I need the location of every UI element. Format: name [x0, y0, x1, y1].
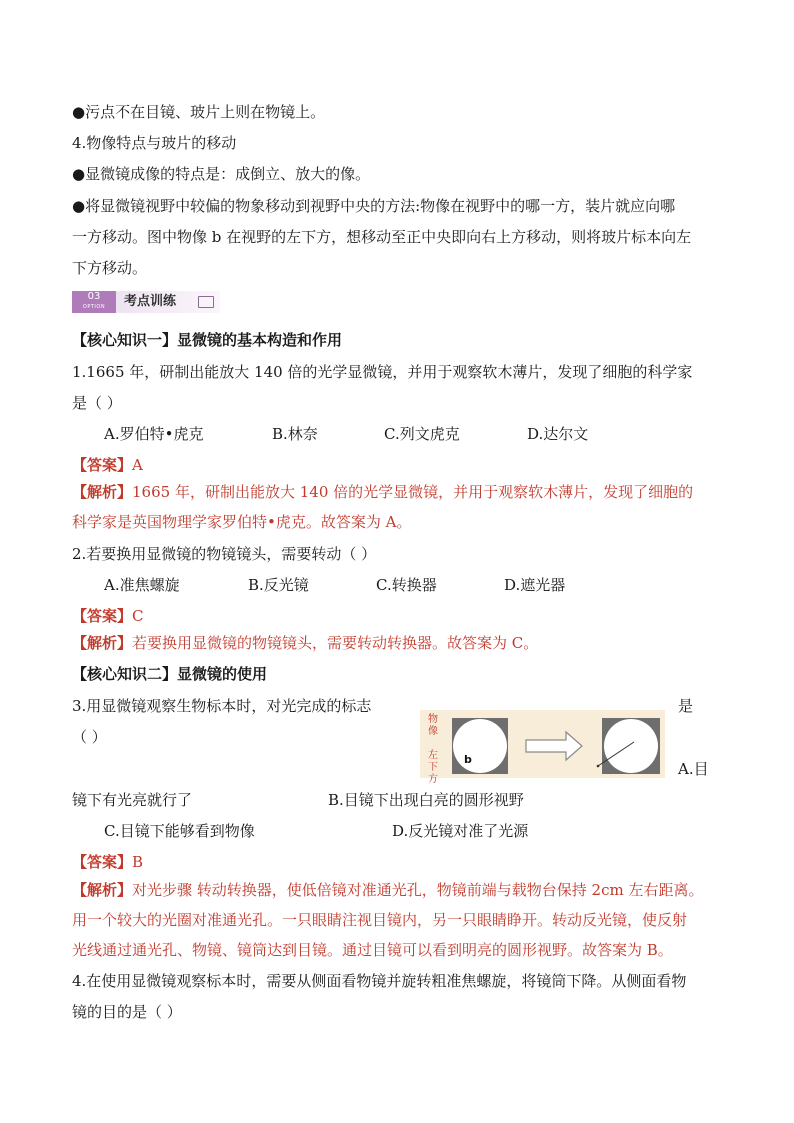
intro-bullet-2: ●显微镜成像的特点是：成倒立、放大的像。 — [72, 165, 371, 183]
q2-option-b: B.反光镜 — [248, 576, 309, 594]
q1-stem-line1: 1.1665 年，研制出能放大 140 倍的光学显微镜，并用于观察软木薄片，发现了细胞的科学家 — [72, 363, 693, 381]
q3-stem-line1: 3.用显微镜观察生物标本时，对光完成的标志 — [72, 697, 372, 715]
q2-analysis — [72, 633, 538, 653]
q1-analysis-text-1: 1665 年，研制出能放大 140 倍的光学显微镜，并用于观察软木薄片，发现了细胞的 — [132, 483, 694, 501]
move-line-icon — [420, 710, 665, 778]
q3-option-d: D.反光镜对准了光源 — [392, 822, 529, 840]
q1-option-d: D.达尔文 — [527, 425, 589, 443]
q1-option-b: B.林奈 — [272, 425, 318, 443]
q1-option-a: A.罗伯特•虎克 — [104, 425, 204, 443]
q4-stem-line1: 4.在使用显微镜观察标本时，需要从侧面看物镜并旋转粗准焦螺旋，将镜筒下降。从侧面看物 — [72, 972, 687, 990]
intro-heading-4: 4.物像特点与玻片的移动 — [72, 134, 237, 152]
q1-option-c: C.列文虎克 — [384, 425, 460, 443]
q3-analysis-line1 — [72, 880, 704, 900]
q3-analysis-label: 【解析】 — [72, 881, 133, 899]
q1-answer — [72, 455, 143, 475]
section-label-box — [116, 291, 220, 313]
q1-stem-line2: 是（ ） — [72, 394, 122, 412]
section-number-tag — [72, 291, 116, 313]
q2-stem: 2.若要换用显微镜的物镜镜头，需要转动（ ） — [72, 545, 377, 563]
q2-option-c: C.转换器 — [376, 576, 437, 594]
q3-option-b: B.目镜下出现白亮的圆形视野 — [328, 791, 524, 809]
monitor-icon — [198, 296, 214, 308]
q3-answer-value: B — [132, 853, 144, 871]
q3-stem-line1-end: 是 — [678, 697, 694, 715]
q3-option-c: C.目镜下能够看到物像 — [104, 822, 255, 840]
q3-answer — [72, 852, 143, 872]
intro-bullet-3-line1: ●将显微镜视野中较偏的物象移动到视野中央的方法:物像在视野中的哪一方，装片就应向哪 — [72, 197, 676, 215]
q1-analysis-line2: 科学家是英国物理学家罗伯特•虎克。故答案为 A。 — [72, 513, 412, 531]
q3-figure — [420, 710, 665, 785]
object-label-b: b — [464, 753, 472, 766]
q3-option-a-end: 镜下有光亮就行了 — [72, 791, 193, 809]
intro-bullet-1: ●污点不在目镜、玻片上则在物镜上。 — [72, 103, 326, 121]
q2-analysis-label: 【解析】 — [72, 634, 133, 652]
section-number: 03 — [87, 291, 101, 302]
intro-bullet-3-line2: 一方移动。图中物像 b 在视野的左下方，想移动至正中央即向右上方移动，则将玻片标本向左 — [72, 228, 692, 246]
q2-option-a: A.准焦螺旋 — [104, 576, 180, 594]
intro-bullet-3-line3: 下方移动。 — [72, 259, 148, 277]
q3-stem-line2: （ ） — [72, 728, 107, 746]
q3-analysis-line3: 光线通过通光孔、物镜、镜筒达到目镜。通过目镜可以看到明亮的圆形视野。故答案为 B。 — [72, 941, 673, 959]
q3-analysis-line2: 用一个较大的光圈对准通光孔。一只眼睛注视目镜内，另一只眼睛睁开。转动反光镜，使反射 — [72, 911, 688, 929]
q3-option-a-start: A.目 — [678, 760, 709, 778]
figure-side-label-1: 物像 — [428, 714, 438, 737]
q2-answer — [72, 606, 144, 626]
section-bar — [72, 291, 222, 313]
q2-analysis-text: 若要换用显微镜的物镜镜头，需要转动转换器。故答案为 C。 — [132, 634, 539, 652]
q2-answer-label: 【答案】 — [72, 607, 133, 625]
q1-answer-label: 【答案】 — [72, 456, 133, 474]
q1-analysis-line1 — [72, 482, 693, 502]
q1-analysis-label: 【解析】 — [72, 483, 133, 501]
knowledge-1-title: 【核心知识一】显微镜的基本构造和作用 — [72, 331, 343, 349]
q2-answer-value: C — [132, 607, 144, 625]
figure-side-label-2: 左下方 — [428, 750, 438, 785]
knowledge-2-title: 【核心知识二】显微镜的使用 — [72, 665, 268, 683]
q3-analysis-text-1: 对光步骤 转动转换器，使低倍镜对准通光孔，物镜前端与载物台保持 2cm 左右距离。 — [132, 881, 704, 899]
q1-answer-value: A — [132, 456, 143, 474]
section-label: 考点训练 — [124, 294, 177, 309]
q2-option-d: D.遮光器 — [504, 576, 566, 594]
section-number-sub: OPTION — [82, 304, 106, 310]
q3-answer-label: 【答案】 — [72, 853, 133, 871]
q4-stem-line2: 镜的目的是（ ） — [72, 1003, 182, 1021]
